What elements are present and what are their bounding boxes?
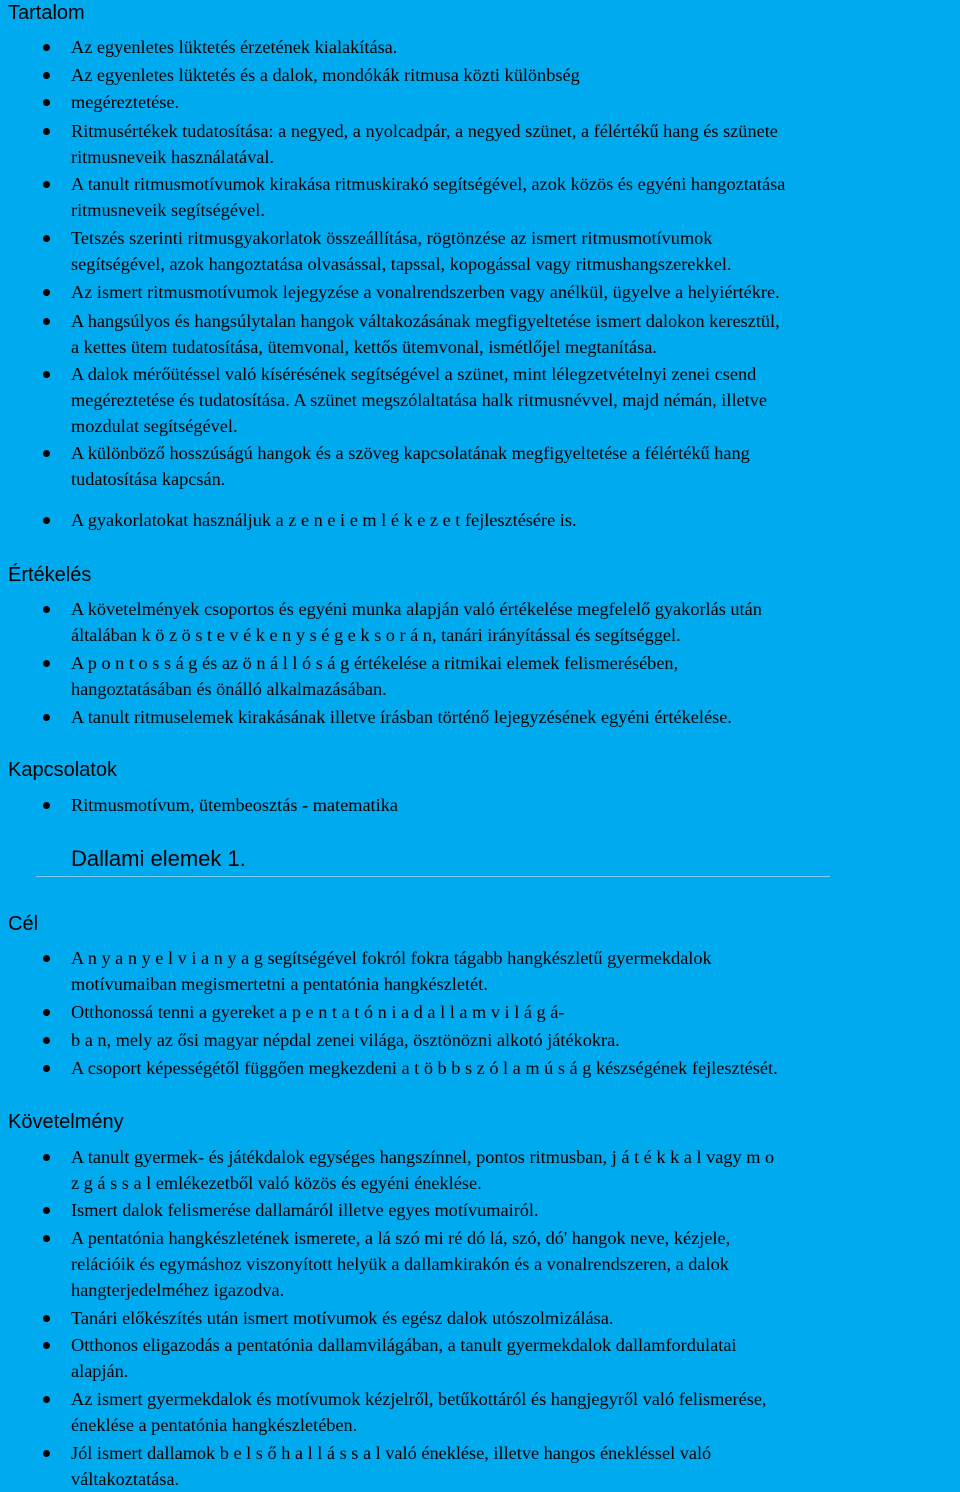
list-item: Az egyenletes lüktetés és a dalok, mondókák ritmusa közti különbség: [71, 62, 956, 88]
bullet-icon: [43, 517, 50, 524]
bullet-icon: [43, 99, 50, 106]
bullet-icon: [43, 714, 50, 721]
list-item: Otthonos eligazodás a pentatónia dallamvilágában, a tanult gyermekdalok dallamfordulatai alapján.: [71, 1332, 956, 1384]
list-item: Ismert dalok felismerése dallamáról illetve egyes motívumairól.: [71, 1197, 956, 1223]
list-item: Otthonossá tenni a gyereket a p e n t a t ó n i a d a l l a m v i l á g á-: [71, 999, 956, 1025]
bullet-icon: [43, 1235, 50, 1242]
list-item: Ritmusértékek tudatosítása: a negyed, a nyolcadpár, a negyed szünet, a félértékű hang és szünete ritmusneveik használatával.: [71, 118, 956, 170]
list-item: b a n, mely az ősi magyar népdal zenei világa, ösztönözni alkotó játékokra.: [71, 1027, 956, 1053]
list-item: Az ismert gyermekdalok és motívumok kézjelről, betűkottáról és hangjegyről való felismerése, éneklése a pentatónia hangkészletében.: [71, 1386, 956, 1438]
list-item: megéreztetése.: [71, 89, 956, 115]
list-item: A dalok mérőütéssel való kísérésének segítségével a szünet, mint lélegzetvételnyi zenei csend megéreztetése és tudatosítása. A szünet megszólaltatása halk ritmusnévvel, majd némán, illetve mozdulat segítségével.: [71, 361, 956, 439]
bullet-icon: [43, 1315, 50, 1322]
bullet-icon: [43, 371, 50, 378]
list-item: Ritmusmotívum, ütembeosztás - matematika: [71, 792, 956, 818]
bullet-icon: [43, 318, 50, 325]
bullet-icon: [43, 1037, 50, 1044]
bullet-icon: [43, 660, 50, 667]
section-heading-kapcsolatok: Kapcsolatok: [8, 759, 117, 781]
list-item: A p o n t o s s á g és az ö n á l l ó s á g értékelése a ritmikai elemek felismerésében, hangoztatásában és önálló alkalmazásában.: [71, 650, 956, 702]
list-item: A pentatónia hangkészletének ismerete, a lá szó mi ré dó lá, szó, dó' hangok neve, kézjele, relációik és egymáshoz viszonyított helyük a dallamkirakón és a vonalrendszeren, a dalok hangterjedelméhez igazodva.: [71, 1225, 956, 1303]
bullet-icon: [43, 1342, 50, 1349]
list-item: Tanári előkészítés után ismert motívumok és egész dalok utószolmizálása.: [71, 1305, 956, 1331]
bullet-icon: [43, 450, 50, 457]
list-item: A tanult gyermek- és játékdalok egységes hangszínnel, pontos ritmusban, j á t é k k a l vagy m o z g á s s a l emlékezetből való közös és egyéni éneklése.: [71, 1144, 956, 1196]
bullet-icon: [43, 1009, 50, 1016]
list-item: Az ismert ritmusmotívumok lejegyzése a vonalrendszerben vagy anélkül, ügyelve a helyiértékre.: [71, 279, 956, 305]
section-heading-ertekeles: Értékelés: [8, 564, 92, 586]
subsection-title: Dallami elemek 1.: [71, 846, 246, 871]
bullet-icon: [43, 606, 50, 613]
bullet-icon: [43, 955, 50, 962]
list-item: Az egyenletes lüktetés érzetének kialakítása.: [71, 34, 956, 60]
list-item: A n y a n y e l v i a n y a g segítségével fokról fokra tágabb hangkészletű gyermekdalok motívumaiban megismertetni a pentatónia hangkészletét.: [71, 945, 956, 997]
bullet-icon: [43, 802, 50, 809]
bullet-icon: [43, 181, 50, 188]
bullet-icon: [43, 72, 50, 79]
bullet-icon: [43, 235, 50, 242]
bullet-icon: [43, 1065, 50, 1072]
bullet-icon: [43, 1396, 50, 1403]
list-item: Tetszés szerinti ritmusgyakorlatok összeállítása, rögtönzése az ismert ritmusmotívumok segítségével, azok hangoztatása olvasással, tapssal, kopogással vagy ritmushangszerekkel.: [71, 225, 956, 277]
bullet-icon: [43, 1207, 50, 1214]
list-item: A csoport képességétől függően megkezdeni a t ö b b s z ó l a m ú s á g készségének fejlesztését.: [71, 1055, 956, 1081]
list-item: A tanult ritmusmotívumok kirakása ritmuskirakó segítségével, azok közös és egyéni hangoztatása ritmusneveik segítségével.: [71, 171, 956, 223]
section-heading-tartalom: Tartalom: [8, 2, 85, 24]
list-item: A tanult ritmuselemek kirakásának illetve írásban történő lejegyzésének egyéni értékelése.: [71, 704, 956, 730]
divider: [36, 875, 830, 877]
list-item: Jól ismert dallamok b e l s ő h a l l á s s a l való éneklése, illetve hangos énekléssel való váltakoztatása.: [71, 1440, 956, 1492]
bullet-icon: [43, 44, 50, 51]
section-heading-cel: Cél: [8, 913, 39, 935]
section-heading-kovetelmeny: Követelmény: [8, 1111, 124, 1133]
list-item: A követelmények csoportos és egyéni munka alapján való értékelése megfelelő gyakorlás után általában k ö z ö s t e v é k e n y s é g e k s o r á n, tanári irányítással és segítséggel.: [71, 596, 956, 648]
bullet-icon: [43, 1154, 50, 1161]
bullet-icon: [43, 1450, 50, 1457]
list-item: A gyakorlatokat használjuk a z e n e i e m l é k e z e t fejlesztésére is.: [71, 507, 956, 533]
bullet-icon: [43, 289, 50, 296]
list-item: A különböző hosszúságú hangok és a szöveg kapcsolatának megfigyeltetése a félértékű hang tudatosítása kapcsán.: [71, 440, 956, 492]
list-item: A hangsúlyos és hangsúlytalan hangok váltakozásának megfigyeltetése ismert dalokon keresztül, a kettes ütem tudatosítása, ütemvonal, kettős ütemvonal, ismétlőjel megtanítása.: [71, 308, 956, 360]
bullet-icon: [43, 128, 50, 135]
